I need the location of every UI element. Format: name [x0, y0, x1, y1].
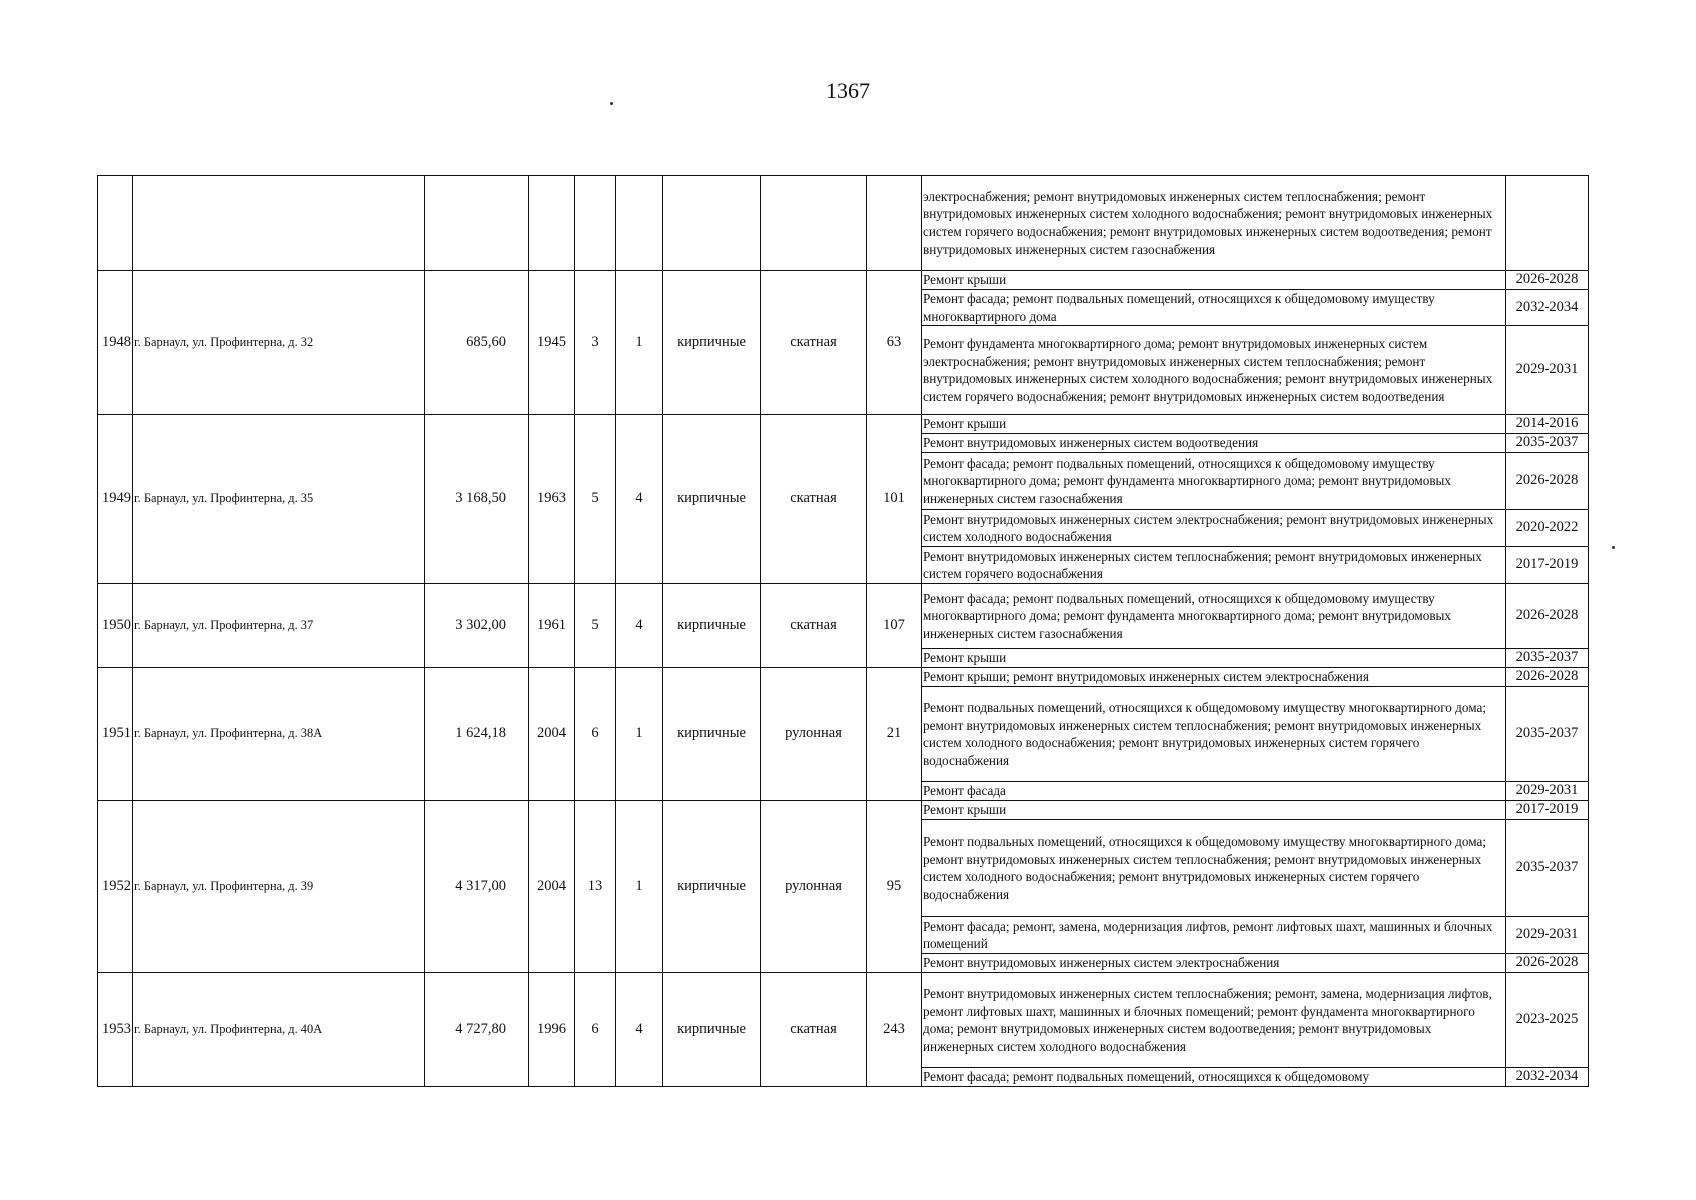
- cell-roof: скатная: [761, 584, 867, 668]
- page-number: 1367: [826, 78, 870, 103]
- cell-work-type: электроснабжения; ремонт внутридомовых инженерных систем теплоснабжения; ремонт внутридомовых инженерных систем холодного водоснабжения; ремонт внутридомовых инженерных систем горячего водоснабжения; ремонт внутридомовых инженерных систем водоотведения; ремонт внутридомовых инженерных систем газоснабжения: [922, 176, 1506, 271]
- cell-work-type: Ремонт внутридомовых инженерных систем электроснабжения: [922, 954, 1506, 973]
- cell-roof: скатная: [761, 973, 867, 1087]
- cell-work-type: Ремонт фасада; ремонт, замена, модернизация лифтов, ремонт лифтовых шахт, машинных и блочных помещений: [922, 917, 1506, 954]
- cell-residents: 107: [867, 584, 922, 668]
- cell-area: [425, 176, 529, 271]
- cell-no: 1949: [98, 415, 133, 584]
- table-row: [98, 668, 1589, 687]
- cell-area: 4 317,00: [425, 801, 529, 973]
- cell-residents: 21: [867, 668, 922, 801]
- cell-floors: 13: [575, 801, 616, 973]
- cell-walls: кирпичные: [663, 584, 761, 668]
- cell-residents: 63: [867, 271, 922, 415]
- scan-speck: [1612, 546, 1615, 549]
- cell-work-type: Ремонт крыши: [922, 415, 1506, 434]
- cell-work-type: Ремонт крыши: [922, 271, 1506, 290]
- scan-speck: [610, 102, 613, 105]
- table-row: [98, 801, 1589, 820]
- cell-residents: 95: [867, 801, 922, 973]
- cell-work-type: Ремонт фасада; ремонт подвальных помещений, относящихся к общедомовому: [922, 1068, 1506, 1087]
- cell-work-type: Ремонт фасада; ремонт подвальных помещений, относящихся к общедомовому имуществу многоквартирного дома; ремонт фундамента многоквартирного дома; ремонт внутридомовых инженерных систем газоснабжения: [922, 584, 1506, 649]
- table-body: [98, 176, 1589, 1087]
- cell-work-type: Ремонт фасада; ремонт подвальных помещений, относящихся к общедомовому имуществу многоквартирного дома: [922, 290, 1506, 326]
- cell-floors: 5: [575, 584, 616, 668]
- cell-work-type: Ремонт фундамента многоквартирного дома; ремонт внутридомовых инженерных систем электроснабжения; ремонт внутридомовых инженерных систем теплоснабжения; ремонт внутридомовых инженерных систем холодного водоснабжения; ремонт внутридомовых инженерных систем горячего водоснабжения; ремонт внутридомовых инженерных систем водоотведения: [922, 326, 1506, 415]
- cell-work-type: Ремонт подвальных помещений, относящихся к общедомовому имуществу многоквартирного дома; ремонт внутридомовых инженерных систем теплоснабжения; ремонт внутридомовых инженерных систем холодного водоснабжения; ремонт внутридомовых инженерных систем горячего водоснабжения: [922, 820, 1506, 917]
- cell-address: г. Барнаул, ул. Профинтерна, д. 38А: [133, 668, 425, 801]
- cell-period: 2035-2037: [1506, 434, 1589, 453]
- cell-floors: [575, 176, 616, 271]
- repair-schedule-table: [97, 175, 1589, 1087]
- cell-period: 2035-2037: [1506, 687, 1589, 782]
- cell-period: 2032-2034: [1506, 1068, 1589, 1087]
- cell-work-type: Ремонт крыши; ремонт внутридомовых инженерных систем электроснабжения: [922, 668, 1506, 687]
- cell-address: [133, 176, 425, 271]
- cell-residents: 101: [867, 415, 922, 584]
- cell-residents: 243: [867, 973, 922, 1087]
- cell-address: г. Барнаул, ул. Профинтерна, д. 35: [133, 415, 425, 584]
- cell-address: г. Барнаул, ул. Профинтерна, д. 32: [133, 271, 425, 415]
- table-row: [98, 973, 1589, 1068]
- cell-floors: 6: [575, 973, 616, 1087]
- cell-entrances: 1: [616, 668, 663, 801]
- cell-area: 1 624,18: [425, 668, 529, 801]
- cell-period: 2029-2031: [1506, 782, 1589, 801]
- cell-no: 1953: [98, 973, 133, 1087]
- table-row: [98, 176, 1589, 271]
- cell-work-type: Ремонт внутридомовых инженерных систем электроснабжения; ремонт внутридомовых инженерных систем холодного водоснабжения: [922, 510, 1506, 547]
- cell-roof: скатная: [761, 271, 867, 415]
- cell-floors: 5: [575, 415, 616, 584]
- cell-period: 2020-2022: [1506, 510, 1589, 547]
- cell-walls: кирпичные: [663, 271, 761, 415]
- cell-no: 1948: [98, 271, 133, 415]
- cell-address: г. Барнаул, ул. Профинтерна, д. 37: [133, 584, 425, 668]
- cell-year: 2004: [529, 801, 575, 973]
- cell-roof: рулонная: [761, 801, 867, 973]
- cell-no: 1952: [98, 801, 133, 973]
- cell-roof: рулонная: [761, 668, 867, 801]
- cell-no: 1950: [98, 584, 133, 668]
- cell-work-type: Ремонт фасада; ремонт подвальных помещений, относящихся к общедомовому имуществу многоквартирного дома; ремонт фундамента многоквартирного дома; ремонт внутридомовых инженерных систем газоснабжения: [922, 453, 1506, 510]
- table-row: [98, 584, 1589, 649]
- cell-walls: кирпичные: [663, 801, 761, 973]
- cell-year: 2004: [529, 668, 575, 801]
- cell-entrances: [616, 176, 663, 271]
- cell-year: 1945: [529, 271, 575, 415]
- cell-year: 1961: [529, 584, 575, 668]
- table-row: [98, 271, 1589, 290]
- cell-address: г. Барнаул, ул. Профинтерна, д. 39: [133, 801, 425, 973]
- cell-entrances: 4: [616, 415, 663, 584]
- cell-entrances: 4: [616, 584, 663, 668]
- cell-work-type: Ремонт крыши: [922, 801, 1506, 820]
- cell-area: 3 168,50: [425, 415, 529, 584]
- cell-area: 685,60: [425, 271, 529, 415]
- cell-period: 2035-2037: [1506, 649, 1589, 668]
- cell-work-type: Ремонт внутридомовых инженерных систем теплоснабжения; ремонт, замена, модернизация лифтов, ремонт лифтовых шахт, машинных и блочных помещений; ремонт фундамента многоквартирного дома; ремонт внутридомовых инженерных систем водоотведения; ремонт внутридомовых инженерных систем холодного водоснабжения: [922, 973, 1506, 1068]
- cell-period: 2032-2034: [1506, 290, 1589, 326]
- cell-walls: кирпичные: [663, 973, 761, 1087]
- cell-period: 2026-2028: [1506, 954, 1589, 973]
- cell-residents: [867, 176, 922, 271]
- cell-period: 2026-2028: [1506, 584, 1589, 649]
- cell-no: [98, 176, 133, 271]
- cell-period: [1506, 176, 1589, 271]
- cell-period: 2035-2037: [1506, 820, 1589, 917]
- cell-period: 2014-2016: [1506, 415, 1589, 434]
- cell-work-type: Ремонт фасада: [922, 782, 1506, 801]
- cell-period: 2026-2028: [1506, 271, 1589, 290]
- cell-address: г. Барнаул, ул. Профинтерна, д. 40А: [133, 973, 425, 1087]
- table-row: [98, 415, 1589, 434]
- cell-walls: кирпичные: [663, 415, 761, 584]
- cell-period: 2023-2025: [1506, 973, 1589, 1068]
- cell-walls: [663, 176, 761, 271]
- cell-floors: 3: [575, 271, 616, 415]
- cell-period: 2029-2031: [1506, 326, 1589, 415]
- cell-period: 2017-2019: [1506, 801, 1589, 820]
- cell-period: 2017-2019: [1506, 547, 1589, 584]
- cell-year: 1963: [529, 415, 575, 584]
- cell-work-type: Ремонт крыши: [922, 649, 1506, 668]
- cell-work-type: Ремонт внутридомовых инженерных систем теплоснабжения; ремонт внутридомовых инженерных систем горячего водоснабжения: [922, 547, 1506, 584]
- cell-entrances: 4: [616, 973, 663, 1087]
- cell-walls: кирпичные: [663, 668, 761, 801]
- cell-area: 3 302,00: [425, 584, 529, 668]
- cell-year: [529, 176, 575, 271]
- cell-period: 2026-2028: [1506, 668, 1589, 687]
- cell-roof: [761, 176, 867, 271]
- cell-work-type: Ремонт внутридомовых инженерных систем водоотведения: [922, 434, 1506, 453]
- cell-work-type: Ремонт подвальных помещений, относящихся к общедомовому имуществу многоквартирного дома; ремонт внутридомовых инженерных систем теплоснабжения; ремонт внутридомовых инженерных систем холодного водоснабжения; ремонт внутридомовых инженерных систем горячего водоснабжения: [922, 687, 1506, 782]
- cell-year: 1996: [529, 973, 575, 1087]
- cell-entrances: 1: [616, 271, 663, 415]
- cell-area: 4 727,80: [425, 973, 529, 1087]
- cell-period: 2029-2031: [1506, 917, 1589, 954]
- cell-no: 1951: [98, 668, 133, 801]
- repair-schedule-sheet: [97, 175, 1589, 1087]
- cell-floors: 6: [575, 668, 616, 801]
- cell-period: 2026-2028: [1506, 453, 1589, 510]
- cell-roof: скатная: [761, 415, 867, 584]
- cell-entrances: 1: [616, 801, 663, 973]
